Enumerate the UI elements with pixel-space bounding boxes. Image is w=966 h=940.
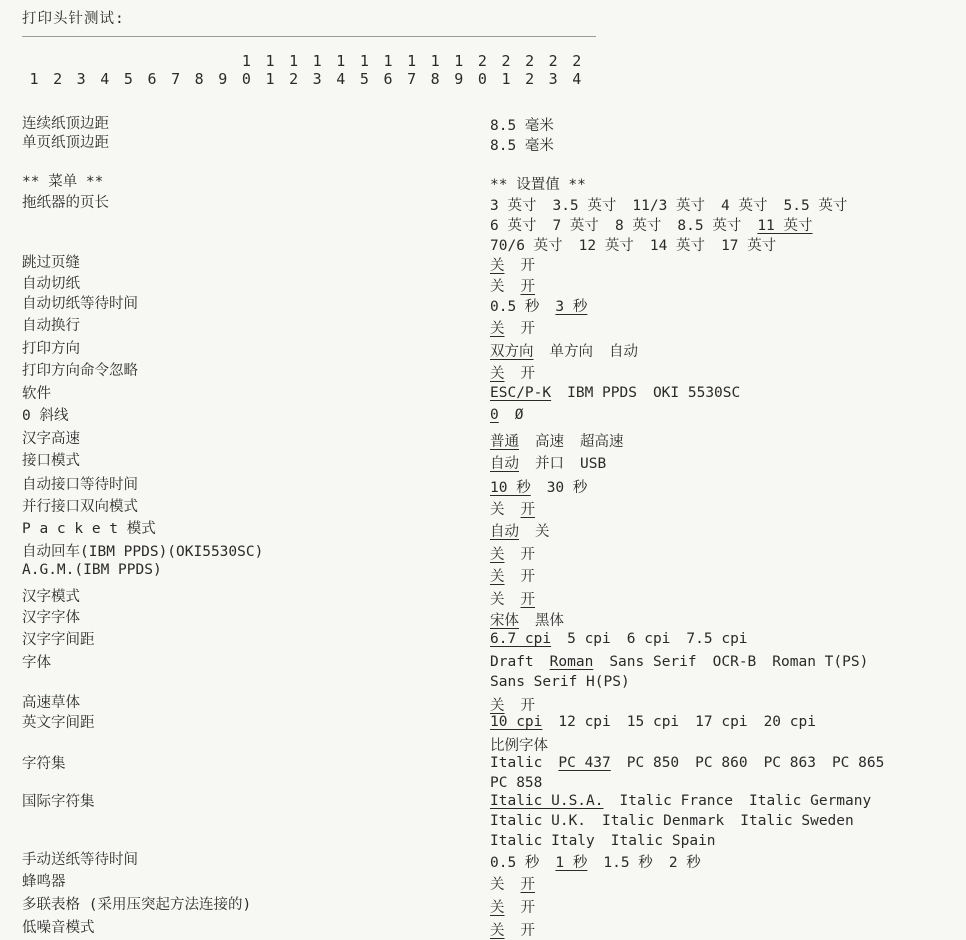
setting-options	[490, 214, 829, 235]
pin-number-ones: 8	[430, 70, 440, 88]
option: 8.5 英寸	[677, 218, 742, 234]
setting-options	[490, 275, 551, 296]
setting-label: 汉字字体	[22, 610, 80, 626]
setting-options	[490, 430, 640, 451]
pin-number-tens: 2	[572, 52, 582, 70]
setting-label: 0 斜线	[22, 408, 69, 424]
option: 20 cpi	[763, 714, 816, 730]
option: 17 cpi	[695, 714, 748, 730]
option-selected: 关	[490, 569, 505, 585]
setting-options	[490, 295, 603, 316]
pin-number-ones: 3	[76, 70, 86, 88]
option: 关	[490, 502, 505, 518]
setting-label: 蜂鸣器	[22, 874, 66, 890]
setting-options	[490, 543, 551, 564]
option-selected: 10 cpi	[490, 714, 543, 730]
pin-number-ones: 9	[454, 70, 464, 88]
setting-options	[490, 362, 551, 383]
setting-options	[490, 813, 870, 829]
pin-number-tens: 1	[383, 52, 393, 70]
pin-number-ones: 2	[289, 70, 299, 88]
option-selected: 1 秒	[555, 855, 588, 871]
option: 开	[520, 321, 535, 337]
option: 并口	[535, 456, 564, 472]
margin-label-single: 单页纸顶边距	[22, 135, 109, 151]
option-selected: 关	[490, 923, 505, 939]
setting-options	[490, 340, 654, 361]
pin-number-tens: 1	[289, 52, 299, 70]
option: 17 英寸	[721, 238, 777, 254]
setting-label: 低噪音模式	[22, 920, 95, 936]
pin-number-ones: 9	[218, 70, 228, 88]
option: 3.5 英寸	[552, 198, 617, 214]
option: 开	[520, 258, 535, 274]
setting-options	[490, 919, 551, 940]
pin-number-ones: 7	[171, 70, 181, 88]
option: Ø	[514, 407, 524, 423]
pin-number-ones: 2	[53, 70, 63, 88]
pin-number-ones: 1	[29, 70, 39, 88]
setting-label: 多联表格 (采用压突起方法连接的)	[22, 897, 252, 913]
setting-options	[490, 385, 756, 401]
option: 关	[490, 592, 505, 608]
option: PC 858	[490, 775, 543, 791]
setting-label: 自动换行	[22, 318, 80, 334]
setting-options	[490, 674, 646, 690]
option: Italic Germany	[749, 793, 872, 809]
pin-number-ones: 8	[194, 70, 204, 88]
option: 3 英寸	[490, 198, 537, 214]
setting-options	[490, 407, 539, 423]
option: Italic Denmark	[602, 813, 725, 829]
setting-options	[490, 775, 558, 791]
pin-number-ones: 5	[359, 70, 369, 88]
setting-label: 手动送纸等待时间	[22, 852, 138, 868]
setting-label: 软件	[22, 386, 51, 402]
pin-number-ones: 7	[407, 70, 417, 88]
option: 开	[520, 698, 535, 714]
pin-number-tens: 1	[407, 52, 417, 70]
pin-number-tens: 2	[525, 52, 535, 70]
option: 开	[520, 366, 535, 382]
page-title: 打印头针测试:	[22, 11, 125, 27]
option: 0.5 秒	[490, 299, 540, 315]
option-selected: 3 秒	[555, 299, 588, 315]
option: OKI 5530SC	[652, 385, 741, 401]
pin-number-ones: 4	[572, 70, 582, 88]
option-selected: 开	[520, 502, 535, 518]
option-selected: 关	[490, 698, 505, 714]
setting-label: 自动切纸	[22, 276, 80, 292]
option: Sans Serif H(PS)	[490, 674, 630, 690]
option-selected: 开	[520, 877, 535, 893]
option: Roman T(PS)	[772, 654, 869, 670]
option: Italic U.K.	[490, 813, 587, 829]
setting-label: 汉字模式	[22, 589, 80, 605]
option: 比例字体	[490, 738, 548, 754]
option: PC 860	[695, 755, 748, 771]
option: Italic Spain	[610, 833, 716, 849]
option-selected: 6.7 cpi	[490, 631, 552, 647]
option: 4 英寸	[721, 198, 768, 214]
pin-number-ones: 4	[100, 70, 110, 88]
option-selected: 11 英寸	[757, 218, 813, 234]
pin-number-tens: 1	[454, 52, 464, 70]
setting-label: P a c k e t 模式	[22, 521, 156, 537]
option-selected: 开	[520, 279, 535, 295]
option: 黑体	[535, 613, 564, 629]
setting-label: 字体	[22, 655, 51, 671]
setting-label: A.G.M.(IBM PPDS)	[22, 562, 162, 578]
pin-number-ones: 3	[548, 70, 558, 88]
pin-test-row	[22, 50, 622, 90]
pin-number-ones: 1	[265, 70, 275, 88]
option: Italic France	[619, 793, 733, 809]
margin-value-continuous: 8.5 毫米	[490, 118, 554, 134]
pin-number-ones: 5	[123, 70, 133, 88]
option: 关	[490, 279, 505, 295]
option: Sans Serif	[609, 654, 697, 670]
menu-header: ** 菜单 **	[22, 174, 104, 190]
option: 开	[520, 923, 535, 939]
settings-header: ** 设置值 **	[490, 177, 586, 193]
option: 7.5 cpi	[686, 631, 748, 647]
setting-label: 跳过页缝	[22, 255, 80, 271]
option: PC 865	[831, 755, 885, 771]
setting-label: 汉字高速	[22, 431, 80, 447]
option: OCR-B	[712, 654, 757, 670]
setting-options	[490, 694, 551, 715]
pin-number-tens: 1	[312, 52, 322, 70]
setting-options	[490, 452, 622, 473]
option: Italic Italy	[490, 833, 595, 849]
setting-label: 打印方向	[22, 341, 80, 357]
option: 11/3 英寸	[632, 198, 706, 214]
setting-options	[490, 851, 717, 872]
option-selected: 0	[490, 407, 499, 423]
pin-number-ones: 2	[525, 70, 535, 88]
setting-options	[490, 793, 887, 809]
option-selected: 关	[490, 258, 505, 274]
option: 5 cpi	[567, 631, 611, 647]
pin-number-tens: 1	[359, 52, 369, 70]
option: 高速	[535, 434, 564, 450]
option: 关	[535, 524, 550, 540]
setting-options	[490, 873, 551, 894]
setting-label: 汉字字间距	[22, 632, 95, 648]
setting-options	[490, 631, 764, 647]
setting-options	[490, 194, 863, 215]
option-selected: 关	[490, 321, 505, 337]
option-selected: PC 437	[558, 755, 611, 771]
option-selected: Italic U.S.A.	[490, 793, 604, 809]
option-selected: 关	[490, 547, 505, 563]
option: 70/6 英寸	[490, 238, 563, 254]
option: USB	[580, 456, 607, 472]
pin-number-ones: 6	[147, 70, 157, 88]
pin-number-ones: 1	[501, 70, 511, 88]
pin-number-ones: 3	[312, 70, 322, 88]
setting-options	[490, 609, 580, 630]
option-selected: 宋体	[490, 613, 519, 629]
option: 1.5 秒	[603, 855, 653, 871]
option-selected: 10 秒	[490, 480, 531, 496]
option: 0.5 秒	[490, 855, 540, 871]
option-selected: 双方向	[490, 344, 534, 360]
setting-options	[490, 317, 551, 338]
option: Draft	[490, 654, 534, 670]
option-selected: 关	[490, 366, 505, 382]
pin-number-tens: 2	[501, 52, 511, 70]
option: 6 cpi	[626, 631, 671, 647]
setting-options	[490, 234, 792, 255]
option: 7 英寸	[552, 218, 599, 234]
option: 开	[520, 547, 535, 563]
divider	[22, 36, 596, 37]
option-selected: 自动	[490, 456, 519, 472]
option-selected: ESC/P-K	[490, 385, 552, 401]
setting-label: 打印方向命令忽略	[22, 363, 138, 379]
margin-label-continuous: 连续纸顶边距	[22, 116, 109, 132]
option: 自动	[609, 344, 638, 360]
option-selected: 普通	[490, 434, 519, 450]
pin-number-tens: 1	[241, 52, 251, 70]
option-selected: 开	[520, 592, 535, 608]
option: 开	[520, 900, 535, 916]
option: IBM PPDS	[567, 385, 637, 401]
setting-options	[490, 254, 551, 275]
setting-label: 自动接口等待时间	[22, 477, 138, 493]
setting-label: 并行接口双向模式	[22, 499, 138, 515]
setting-options	[490, 476, 603, 497]
option: Italic Sweden	[740, 813, 854, 829]
pin-number-ones: 0	[241, 70, 251, 88]
setting-options	[490, 714, 832, 730]
option-selected: 关	[490, 900, 505, 916]
pin-number-tens: 2	[548, 52, 558, 70]
pin-number-ones: 0	[477, 70, 487, 88]
option: 6 英寸	[490, 218, 537, 234]
option: 15 cpi	[626, 714, 680, 730]
setting-label: 英文字间距	[22, 715, 95, 731]
setting-options	[490, 755, 900, 771]
option-selected: 自动	[490, 524, 519, 540]
setting-label: 接口模式	[22, 453, 80, 469]
option: PC 850	[626, 755, 680, 771]
setting-label: 字符集	[22, 756, 66, 772]
pin-number-tens: 2	[477, 52, 487, 70]
option: Italic	[490, 755, 543, 771]
setting-options	[490, 565, 551, 586]
option: 14 英寸	[649, 238, 706, 254]
pin-number-tens: 1	[430, 52, 440, 70]
setting-label: 国际字符集	[22, 794, 95, 810]
setting-label: 自动回车(IBM PPDS)(OKI5530SC)	[22, 544, 264, 560]
option: 12 英寸	[578, 238, 634, 254]
option: 关	[490, 877, 505, 893]
setting-options	[490, 520, 566, 541]
option: 超高速	[580, 434, 624, 450]
pin-number-tens: 1	[336, 52, 346, 70]
setting-options	[490, 734, 564, 755]
margin-value-single: 8.5 毫米	[490, 138, 554, 154]
option-selected: Roman	[549, 654, 594, 670]
setting-label: 高速草体	[22, 695, 80, 711]
setting-options	[490, 833, 732, 849]
pin-number-ones: 4	[336, 70, 346, 88]
option: 12 cpi	[558, 714, 611, 730]
setting-label: 自动切纸等待时间	[22, 296, 138, 312]
setting-label: 拖纸器的页长	[22, 195, 109, 211]
option: 5.5 英寸	[783, 198, 848, 214]
setting-options	[490, 588, 551, 609]
option: PC 863	[763, 755, 816, 771]
option: 30 秒	[546, 480, 588, 496]
pin-number-tens: 1	[265, 52, 275, 70]
option: 8 英寸	[614, 218, 662, 234]
option: 单方向	[549, 344, 593, 360]
setting-options	[490, 896, 551, 917]
pin-number-ones: 6	[383, 70, 393, 88]
option: 2 秒	[668, 855, 701, 871]
setting-options	[490, 654, 884, 670]
option: 开	[520, 569, 535, 585]
setting-options	[490, 498, 551, 519]
